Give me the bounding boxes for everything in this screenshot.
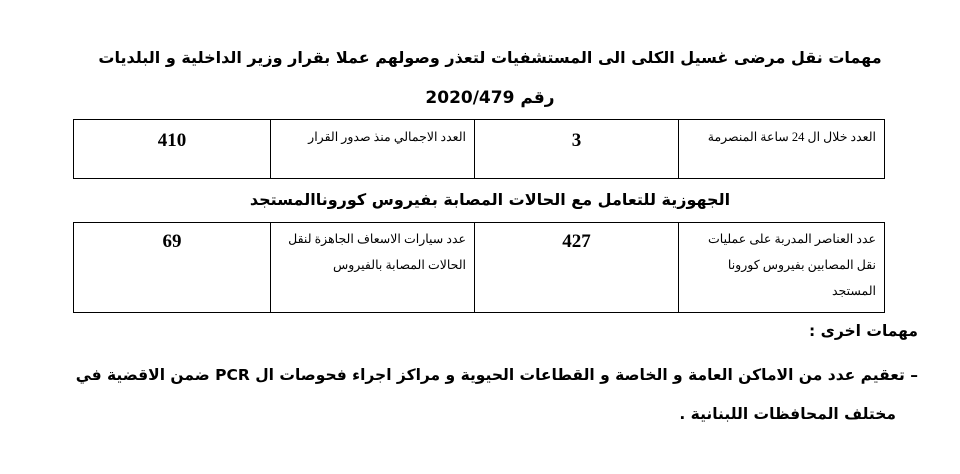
ambulances-value: 69 (162, 231, 182, 252)
total-since-decision-value: 410 (157, 130, 187, 151)
cell-last-24h-value (475, 120, 679, 179)
total-since-decision-label: العدد الاجمالي منذ صدور القرار (308, 130, 466, 144)
ambulances-label: عدد سيارات الاسعاف الجاهزة لنقل الحالات المصابة بالفيروس (288, 232, 466, 272)
decision-number: رقم 2020/479 (425, 88, 555, 108)
other-tasks-heading: مهمات اخرى : (809, 322, 918, 340)
cell-ambulances-label (271, 223, 475, 313)
trained-staff-label: عدد العناصر المدربة على عمليات نقل المصابين بفيروس كورونا المستجد (708, 232, 876, 298)
transport-stats-table (73, 119, 885, 179)
other-tasks-line-2: مختلف المحافظات اللبنانية . (679, 405, 896, 423)
cell-total-value (74, 120, 271, 179)
readiness-table (73, 222, 885, 313)
trained-staff-value: 427 (562, 231, 591, 252)
cell-trained-staff-value (475, 223, 679, 313)
cell-last-24h-label (679, 120, 885, 179)
cell-total-label (271, 120, 475, 179)
cell-trained-staff-label (679, 223, 885, 313)
last-24h-label: العدد خلال ال 24 ساعة المنصرمة (707, 130, 876, 144)
last-24h-value: 3 (571, 130, 582, 151)
cell-ambulances-value (74, 223, 271, 313)
section-title-readiness: الجهوزية للتعامل مع الحالات المصابة بفيروس كوروناالمستجد (249, 190, 731, 209)
other-tasks-line-1: – تعقيم عدد من الاماكن العامة و الخاصة و القطاعات الحيوية و مراكز اجراء فحوصات ال PCR ضمن الاقضية في (75, 366, 918, 384)
document-title: مهمات نقل مرضى غسيل الكلى الى المستشفيات لتعذر وصولهم عملا بقرار وزير الداخلية و البلديات (98, 48, 882, 67)
